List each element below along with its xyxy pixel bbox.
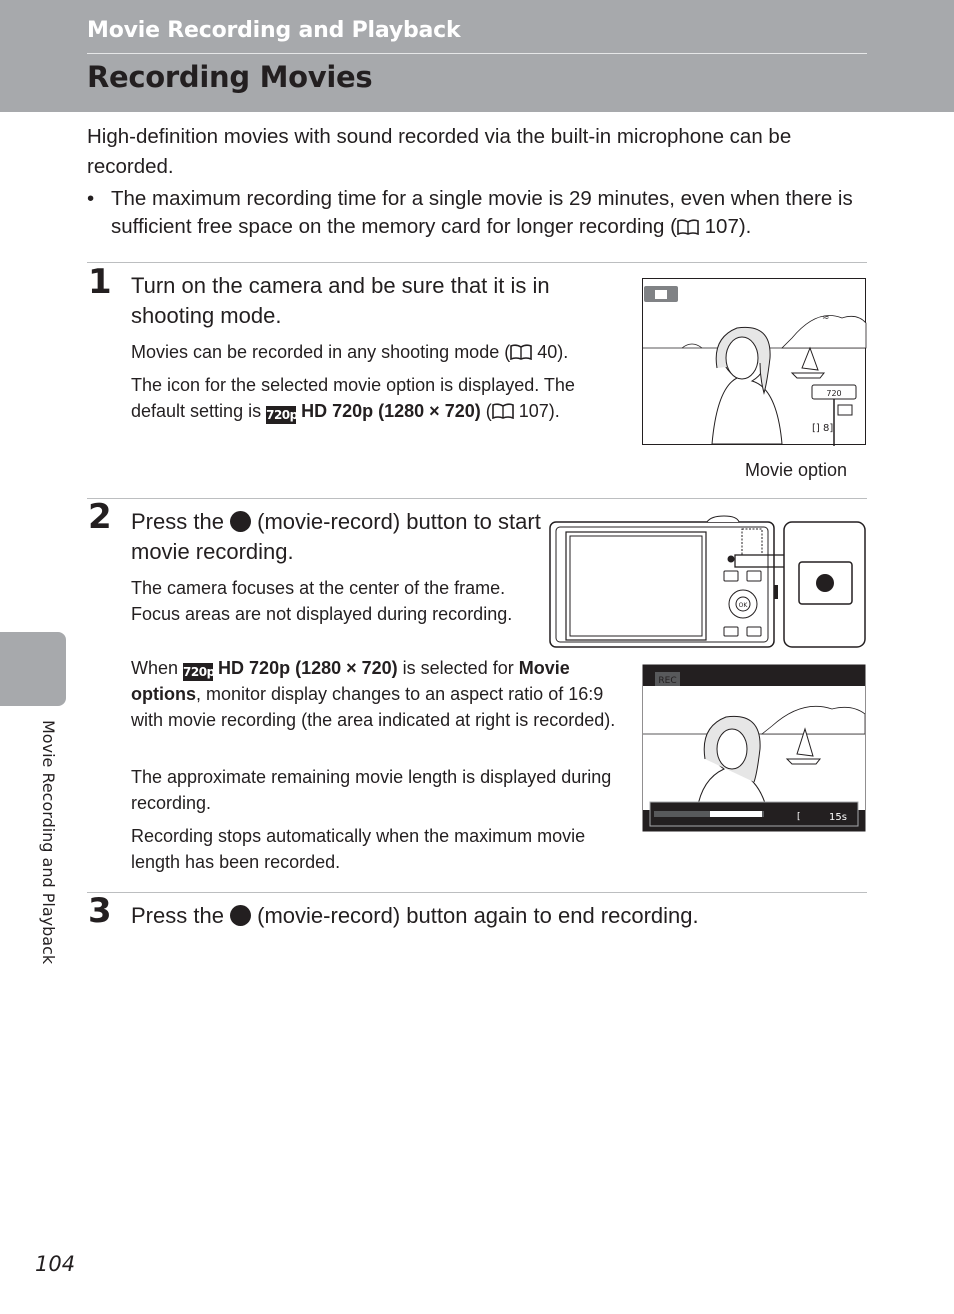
intro-paragraph: High-definition movies with sound recorded via the built-in microphone can be recorded. [87,125,792,178]
recording-screen-illustration [642,664,867,833]
svg-text:[] 8]: [] 8] [812,423,834,434]
section-title: Movie Recording and Playback [87,18,461,43]
reference-book-icon [510,344,532,360]
step-1-note-1: Movies can be recorded in any shooting mode ( 40). [131,342,569,362]
step-2-note-4: Recording stops automatically when the maximum movie length has been recorded. [131,826,586,872]
page-title: Recording Movies [87,60,373,94]
step-3-number: 3 [88,891,112,931]
header-divider [87,53,867,54]
hd-720p-icon: 720p [266,408,298,422]
rec-indicator: REC [658,676,677,686]
step-1-note-2: The icon for the selected movie option is displayed. The default setting is 720p HD 720p (1280 × 720) ( 107). [131,375,575,422]
step-2-note-2: When 720p HD 720p (1280 × 720) is selected for Movie options, monitor display changes to an aspect ratio of 16:9 with movie recording (the area indicated at right is recorded). [131,658,616,730]
svg-text:[: [ [797,812,801,822]
step-2-heading: Press the (movie-record) button to start movie recording. [131,509,541,564]
shooting-mode-screen-illustration [642,278,867,446]
bullet-text: The maximum recording time for a single movie is 29 minutes, even when there is sufficient free space on the memory card for longer recording ( 107). [111,187,853,238]
step-3-heading: Press the (movie-record) button again to end recording. [131,903,699,928]
step-2-number: 2 [88,497,112,537]
reference-book-icon [492,403,514,419]
step-divider [87,892,867,893]
hd-720p-icon: 720p [183,665,215,679]
page-number: 104 [35,1252,76,1276]
step-divider [87,498,867,499]
step-1-number: 1 [88,262,112,302]
svg-text:OK: OK [738,602,748,609]
page-header [0,0,954,112]
movie-option-caption: Movie option [745,460,848,480]
chapter-tab-label: Movie Recording and Playback [39,720,58,965]
bullet-dot: • [87,187,95,210]
step-2-note-1: The camera focuses at the center of the frame. Focus areas are not displayed during recording. [131,578,513,624]
step-2-note-3: The approximate remaining movie length is displayed during recording. [131,767,612,813]
chapter-tab [0,632,66,706]
reference-book-icon [677,219,699,235]
camera-back-illustration [549,515,867,650]
svg-text:720: 720 [826,389,842,398]
remaining-time: 15s [829,812,847,823]
step-divider [87,262,867,263]
movie-record-icon [230,511,251,532]
movie-record-icon [230,905,251,926]
step-1-heading: Turn on the camera and be sure that it is in shooting mode. [131,273,550,328]
svg-text:≈: ≈ [822,313,830,323]
